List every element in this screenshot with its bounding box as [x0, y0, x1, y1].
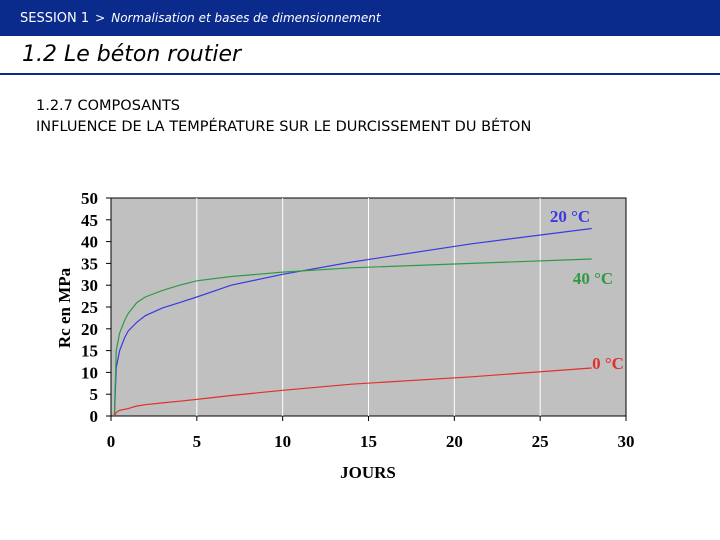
y-axis-label: Rc en MPa [55, 267, 74, 349]
x-tick-label: 25 [531, 432, 549, 451]
y-tick-label: 10 [81, 363, 98, 383]
x-tick-label: 5 [192, 432, 202, 451]
session-label: SESSION 1 [20, 10, 90, 26]
series-label-40: 40 °C [572, 269, 614, 288]
y-tick-label: 20 [81, 319, 98, 339]
plot-area-group [81, 189, 635, 451]
x-tick-label: 10 [274, 432, 292, 451]
x-tick-label: 15 [360, 432, 377, 451]
x-tick-label: 30 [617, 432, 635, 451]
x-tick-label: 0 [106, 432, 116, 451]
breadcrumb-title: Normalisation et bases de dimensionnement [111, 11, 381, 25]
subheading-line-1: 1.2.7 COMPOSANTS [36, 98, 181, 114]
series-label-20: 20 °C [549, 207, 591, 226]
subheading-line-2: INFLUENCE DE LA TEMPÉRATURE SUR LE DURCISSEMENT DU BÉTON [36, 119, 532, 135]
y-tick-label: 0 [89, 407, 98, 426]
breadcrumb-separator: > [95, 11, 106, 25]
y-tick-label: 35 [81, 254, 98, 274]
y-tick-label: 25 [81, 298, 98, 317]
y-tick-label: 15 [81, 341, 98, 361]
y-tick-label: 45 [81, 210, 98, 230]
series-label-0: 0 °C [592, 354, 624, 373]
x-tick-label: 20 [445, 432, 463, 451]
y-tick-label: 40 [81, 232, 98, 252]
y-tick-label: 5 [89, 385, 98, 405]
x-axis-label: JOURS [340, 463, 396, 482]
page-title: 1.2 Le béton routier [22, 42, 242, 67]
y-tick-label: 30 [81, 276, 98, 296]
y-tick-label: 50 [81, 189, 98, 208]
